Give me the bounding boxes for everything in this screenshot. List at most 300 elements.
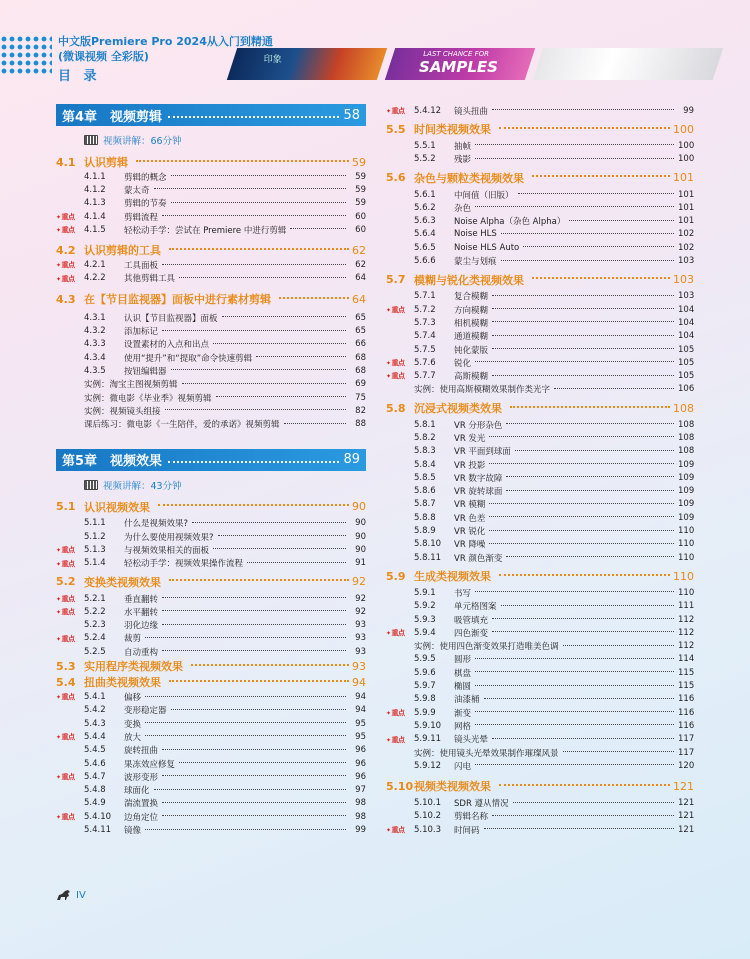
entry-page: 94 (355, 705, 366, 716)
leader-dots (169, 680, 349, 682)
section-heading[interactable] (56, 499, 366, 515)
toc-entry[interactable] (386, 431, 694, 444)
section-heading[interactable] (386, 568, 694, 584)
toc-entry[interactable] (386, 471, 694, 484)
section-title: 认识视频效果 (84, 500, 150, 514)
entry-number: 4.3.2 (84, 326, 106, 337)
entry-title: 其他剪辑工具 (124, 274, 176, 285)
section-heading[interactable] (386, 400, 694, 416)
toc-entry[interactable] (56, 717, 366, 730)
entry-title: 相机模糊 (454, 318, 489, 329)
chapter-5-heading[interactable]: 第5章 视频效果 89 (56, 449, 366, 471)
film-icon (84, 135, 98, 145)
section-page: 90 (352, 500, 366, 514)
entry-number: 5.7.3 (414, 317, 436, 328)
entry-page: 108 (678, 419, 695, 430)
toc-entry[interactable] (386, 303, 694, 316)
toc-entry[interactable] (386, 316, 694, 329)
entry-page: 108 (678, 432, 695, 443)
leader-dots (216, 396, 346, 397)
horse-logo-icon (55, 888, 73, 902)
leader-dots (162, 624, 346, 625)
leader-dots (489, 463, 674, 464)
section-number: 4.2 (56, 243, 76, 257)
entry-title: 什么是视频效果? (124, 519, 189, 530)
section-heading[interactable] (56, 154, 366, 170)
entry-title: 实例：使用高斯模糊效果制作类光字 (414, 385, 551, 396)
entry-number: 5.7.2 (414, 304, 436, 315)
entry-number: 5.2.4 (84, 633, 106, 644)
subsection-list (386, 653, 694, 746)
toc-entry[interactable] (56, 210, 366, 223)
entry-number: 5.1.3 (84, 544, 106, 555)
leader-dots (192, 522, 346, 523)
toc-entry[interactable] (56, 183, 366, 196)
section-heading[interactable] (56, 674, 366, 690)
entry-page: 117 (678, 747, 695, 758)
leader-dots (489, 530, 674, 531)
section-number: 5.6 (386, 171, 406, 185)
entry-page: 108 (678, 446, 695, 457)
leader-dots (191, 664, 349, 666)
entry-page: 64 (355, 273, 366, 284)
toc-entry[interactable] (386, 796, 694, 809)
toc-entry[interactable] (386, 201, 694, 214)
entry-title: 闪电 (454, 761, 472, 772)
entry-title: 波形变形 (124, 772, 159, 783)
entry-number: 5.1.2 (84, 531, 106, 542)
section-title: 扭曲类视频效果 (84, 676, 161, 690)
leader-dots (523, 246, 674, 247)
section-heading[interactable] (386, 170, 694, 186)
entry-page: 96 (355, 745, 366, 756)
leader-dots (475, 144, 674, 145)
entry-number: 5.9.7 (414, 681, 436, 692)
entry-title: 水平翻转 (124, 607, 159, 618)
entry-page: 112 (678, 641, 695, 652)
leader-dots (247, 562, 346, 563)
toc-entry[interactable] (386, 445, 694, 458)
entry-page: 90 (355, 544, 366, 555)
entry-title: 自动重构 (124, 647, 159, 658)
section-number: 5.1 (56, 500, 76, 514)
entry-number: 5.8.3 (414, 446, 436, 457)
section-title: 杂色与颗粒类视频效果 (414, 171, 524, 185)
toc-entry[interactable] (56, 170, 366, 183)
entry-page: 93 (355, 646, 366, 657)
toc-example-entry[interactable] (386, 640, 694, 653)
toc-entry[interactable] (56, 543, 366, 556)
toc-entry[interactable] (386, 343, 694, 356)
chapter-4-heading[interactable]: 第4章 视频剪辑 58 (56, 104, 366, 126)
subsection-list (56, 690, 366, 836)
subsection-list (386, 586, 694, 639)
key-point-badge: ✦ 重点 (386, 106, 405, 116)
toc-entry[interactable] (386, 356, 694, 369)
toc-entry[interactable] (386, 418, 694, 431)
leader-dots (154, 188, 346, 189)
entry-page: 116 (678, 720, 695, 731)
entry-title: 抽帧 (454, 141, 472, 152)
entry-number: 5.9.11 (414, 734, 442, 745)
entry-page: 101 (678, 202, 695, 213)
leader-dots (145, 637, 346, 638)
section-page: 94 (352, 675, 366, 689)
entry-page: 92 (355, 606, 366, 617)
entry-number: 5.2.1 (84, 593, 106, 604)
toc-entry[interactable] (386, 511, 694, 524)
section-page: 103 (673, 273, 694, 287)
leader-dots (489, 503, 674, 504)
leader-dots (484, 698, 674, 699)
toc-entry[interactable] (386, 188, 694, 201)
leader-dots (492, 295, 674, 296)
entry-title: 蒙尘与划痕 (454, 257, 497, 268)
entry-number: 5.6.4 (414, 229, 436, 240)
key-point-badge: ✦ 重点 (56, 260, 75, 270)
toc-entry[interactable] (386, 613, 694, 626)
section-title: 模糊与锐化类视频效果 (414, 273, 524, 287)
toc-entry[interactable] (386, 104, 694, 117)
toc-entry[interactable] (386, 214, 694, 227)
leader-dots (475, 361, 674, 362)
toc-entry[interactable] (386, 823, 694, 836)
leader-dots (162, 610, 346, 611)
toc-left-column (56, 104, 366, 837)
section-number: 5.3 (56, 659, 76, 673)
toc-entry[interactable] (56, 311, 366, 324)
entry-page: 120 (678, 760, 695, 771)
section-page: 121 (673, 779, 694, 793)
entry-title: 书写 (454, 588, 472, 599)
toc-example-entry[interactable] (56, 417, 366, 430)
toc-entry[interactable] (386, 759, 694, 772)
key-point-badge: ✦ 重点 (56, 225, 75, 235)
toc-entry[interactable] (386, 524, 694, 537)
leader-dots (475, 671, 674, 672)
toc-entry[interactable] (386, 228, 694, 241)
toc-entry[interactable] (56, 351, 366, 364)
toc-entry[interactable] (56, 258, 366, 271)
toc-entry[interactable] (56, 592, 366, 605)
entry-title: Noise HLS (454, 229, 497, 240)
entry-title: 按钮编辑器 (124, 366, 167, 377)
toc-entry[interactable] (56, 364, 366, 377)
leader-dots (171, 709, 346, 710)
section-heading[interactable] (386, 121, 694, 137)
entry-title: 圆形 (454, 655, 472, 666)
entry-title: VR 旋转球面 (454, 487, 503, 498)
toc-entry[interactable] (56, 704, 366, 717)
toc-entry[interactable] (56, 619, 366, 632)
toc-entry[interactable] (56, 770, 366, 783)
toc-entry[interactable] (386, 693, 694, 706)
entry-title: 设置素材的入点和出点 (124, 340, 210, 351)
entry-number: 5.9.4 (414, 627, 436, 638)
leader-dots (484, 828, 674, 829)
toc-entry[interactable] (56, 197, 366, 210)
key-point-badge: ✦ 重点 (386, 735, 405, 745)
section-title: 认识剪辑的工具 (84, 244, 161, 258)
toc-example-entry[interactable] (56, 404, 366, 417)
toc-example-entry[interactable] (56, 378, 366, 391)
entry-title: VR 色差 (454, 513, 486, 524)
entry-number: 5.6.5 (414, 242, 436, 253)
entry-title: 剪辑的节奏 (124, 199, 167, 210)
entry-page: 102 (678, 229, 695, 240)
page-number: IV (76, 889, 86, 901)
section-heading[interactable] (386, 272, 694, 288)
leader-dots (169, 248, 349, 250)
toc-entry[interactable] (386, 369, 694, 382)
toc-entry[interactable] (56, 757, 366, 770)
leader-dots (179, 277, 346, 278)
entry-title: 湍流置换 (124, 799, 159, 810)
entry-title: 边角定位 (124, 812, 159, 823)
entry-title: 渐变 (454, 708, 472, 719)
leader-dots (499, 127, 670, 129)
toc-entry[interactable] (56, 645, 366, 658)
key-point-badge: ✦ 重点 (56, 732, 75, 742)
toc-example-entry[interactable] (56, 391, 366, 404)
entry-number: 5.5.2 (414, 154, 436, 165)
subsection-list (386, 796, 694, 836)
toc-entry[interactable] (386, 679, 694, 692)
entry-page: 88 (355, 419, 366, 430)
toc-entry[interactable] (56, 797, 366, 810)
toc-entry[interactable] (386, 153, 694, 166)
toc-entry[interactable] (386, 653, 694, 666)
entry-title: 油漆桶 (454, 695, 480, 706)
entry-number: 5.7.4 (414, 331, 436, 342)
toc-entry[interactable] (56, 324, 366, 337)
leader-dots (475, 206, 674, 207)
toc-entry[interactable] (56, 632, 366, 645)
section-heading[interactable] (56, 291, 366, 307)
toc-entry[interactable] (56, 784, 366, 797)
toc-entry[interactable] (56, 530, 366, 543)
entry-number: 4.1.1 (84, 171, 106, 182)
entry-page: 105 (678, 344, 695, 355)
entry-page: 110 (678, 587, 695, 598)
leader-dots (169, 579, 349, 581)
subsection-list (56, 311, 366, 377)
entry-title: 添加标记 (124, 327, 159, 338)
section-page: 110 (673, 569, 694, 583)
section-heading[interactable] (56, 242, 366, 258)
toc-entry[interactable] (386, 666, 694, 679)
section-title: 实用程序类视频效果 (84, 660, 183, 674)
entry-title: 偏移 (124, 693, 142, 704)
entry-number: 5.4.11 (84, 825, 112, 836)
entry-number: 5.4.8 (84, 785, 106, 796)
entry-title: Noise Alpha（杂色 Alpha） (454, 217, 566, 228)
entry-title: 实例：视频镜头组接 (84, 406, 161, 417)
entry-title: 轻松动手学：尝试在 Premiere 中进行剪辑 (124, 225, 287, 236)
entry-page: 105 (678, 357, 695, 368)
toc-entry[interactable] (386, 538, 694, 551)
leader-dots (492, 738, 674, 739)
book-title: 中文版Premiere Pro 2024从入门到精通 (58, 35, 273, 48)
toc-entry[interactable] (56, 272, 366, 285)
section-page: 108 (673, 401, 694, 415)
toc-entry[interactable] (56, 810, 366, 823)
entry-page: 109 (678, 512, 695, 523)
entry-number: 4.3.3 (84, 339, 106, 350)
leader-dots (501, 605, 674, 606)
entry-title: 杂色 (454, 203, 472, 214)
entry-number: 5.8.8 (414, 512, 436, 523)
section-title: 时间类视频效果 (414, 123, 491, 137)
entry-page: 121 (678, 824, 695, 835)
entry-page: 101 (678, 216, 695, 227)
toc-example-entry[interactable] (386, 383, 694, 396)
entry-page: 95 (355, 731, 366, 742)
section-heading[interactable] (56, 574, 366, 590)
entry-number: 5.8.11 (414, 552, 442, 563)
toc-entry[interactable] (386, 733, 694, 746)
section-title: 认识剪辑 (84, 156, 128, 169)
entry-title: 钝化蒙版 (454, 345, 489, 356)
leader-dots (145, 829, 346, 830)
leader-dots (492, 815, 674, 816)
section-number: 5.5 (386, 122, 406, 136)
entry-number: 5.8.4 (414, 459, 436, 470)
leader-dots (475, 685, 674, 686)
leader-dots (475, 591, 674, 592)
leader-dots (489, 516, 674, 517)
section-page: 101 (673, 171, 694, 185)
entry-title: Noise HLS Auto (454, 242, 520, 253)
toc-entry[interactable] (386, 498, 694, 511)
toc-entry[interactable] (386, 485, 694, 498)
toc-entry[interactable] (386, 330, 694, 343)
toc-entry[interactable] (56, 823, 366, 836)
toc-entry[interactable] (56, 690, 366, 703)
entry-title: 镜像 (124, 826, 142, 837)
entry-title: 果冻效应修复 (124, 759, 176, 770)
banner-big-text: SAMPLES (419, 58, 498, 76)
entry-number: 5.4.12 (414, 105, 442, 116)
leader-dots (532, 277, 670, 279)
toc-entry[interactable] (56, 338, 366, 351)
subsection-list (386, 188, 694, 268)
contents-label: 目 录 (58, 69, 101, 84)
entry-title: 工具面板 (124, 261, 159, 272)
toc-entry[interactable] (386, 719, 694, 732)
entry-title: VR 数字故障 (454, 473, 503, 484)
leader-dots (506, 556, 674, 557)
leader-dots (213, 548, 346, 549)
entry-title: 剪辑流程 (124, 212, 159, 223)
entry-title: 锐化 (454, 358, 472, 369)
section-number: 5.9 (386, 569, 406, 583)
entry-title: 实例：淘宝主图视频剪辑 (84, 380, 178, 391)
toc-entry[interactable] (386, 706, 694, 719)
toc-entry[interactable] (386, 139, 694, 152)
key-point-badge: ✦ 重点 (56, 559, 75, 569)
entry-title: 实例：使用镜头光晕效果制作璀璨风景 (414, 748, 559, 759)
subsection-list (386, 290, 694, 383)
leader-dots (492, 308, 674, 309)
leader-dots (158, 504, 349, 506)
toc-entry[interactable] (386, 290, 694, 303)
leader-dots (179, 762, 346, 763)
entry-page: 114 (678, 654, 695, 665)
leader-dots (475, 711, 674, 712)
entry-title: 残影 (454, 155, 472, 166)
video-duration: 视频讲解：66分钟 (84, 132, 366, 148)
entry-number: 5.4.2 (84, 705, 106, 716)
entry-title: 棋盘 (454, 668, 472, 679)
entry-number: 5.9.10 (414, 720, 442, 731)
entry-page: 109 (678, 499, 695, 510)
header-dot-grid (0, 35, 52, 75)
entry-page: 60 (355, 224, 366, 235)
entry-number: 5.10.2 (414, 811, 442, 822)
toc-entry[interactable] (56, 605, 366, 618)
key-point-badge: ✦ 重点 (386, 371, 405, 381)
example-list (56, 378, 366, 431)
toc-entry[interactable] (386, 551, 694, 564)
entry-title: 变形稳定器 (124, 706, 167, 717)
entry-number: 5.9.6 (414, 667, 436, 678)
toc-entry[interactable] (386, 458, 694, 471)
toc-entry[interactable] (386, 254, 694, 267)
entry-page: 103 (678, 291, 695, 302)
entry-number: 4.1.5 (84, 224, 106, 235)
subsection-list (56, 517, 366, 570)
entry-page: 96 (355, 758, 366, 769)
entry-page: 112 (678, 627, 695, 638)
entry-number: 5.1.4 (84, 558, 106, 569)
toc-entry[interactable] (386, 626, 694, 639)
entry-number: 5.4.1 (84, 692, 106, 703)
leader-dots (501, 233, 674, 234)
entry-title: 球面化 (124, 786, 150, 797)
entry-page: 59 (355, 171, 366, 182)
leader-dots (492, 631, 674, 632)
toc-entry[interactable] (386, 586, 694, 599)
section-heading[interactable] (56, 658, 366, 674)
toc-entry[interactable] (56, 223, 366, 236)
toc-entry[interactable] (56, 730, 366, 743)
film-icon (84, 480, 98, 490)
entry-page: 90 (355, 531, 366, 542)
toc-entry[interactable] (56, 517, 366, 530)
toc-entry[interactable] (386, 600, 694, 613)
toc-entry[interactable] (386, 810, 694, 823)
leader-dots (506, 490, 674, 491)
section-heading[interactable] (386, 778, 694, 794)
toc-entry[interactable] (56, 744, 366, 757)
toc-entry[interactable] (386, 241, 694, 254)
entry-page: 109 (678, 486, 695, 497)
entry-page: 62 (355, 260, 366, 271)
book-subtitle: (微课视频 全彩版) (58, 50, 149, 63)
entry-number: 5.7.1 (414, 291, 436, 302)
section-title: 视频类视频效果 (414, 780, 491, 794)
toc-example-entry[interactable] (386, 746, 694, 759)
entry-title: 剪辑名称 (454, 812, 489, 823)
toc-entry[interactable] (56, 557, 366, 570)
key-point-badge: ✦ 重点 (56, 607, 75, 617)
subsection-list (386, 139, 694, 166)
entry-title: VR 分形杂色 (454, 420, 503, 431)
entry-title: 认识【节目监视器】面板 (124, 313, 218, 324)
entry-title: VR 平面到球面 (454, 447, 511, 458)
subsection-list (56, 592, 366, 658)
